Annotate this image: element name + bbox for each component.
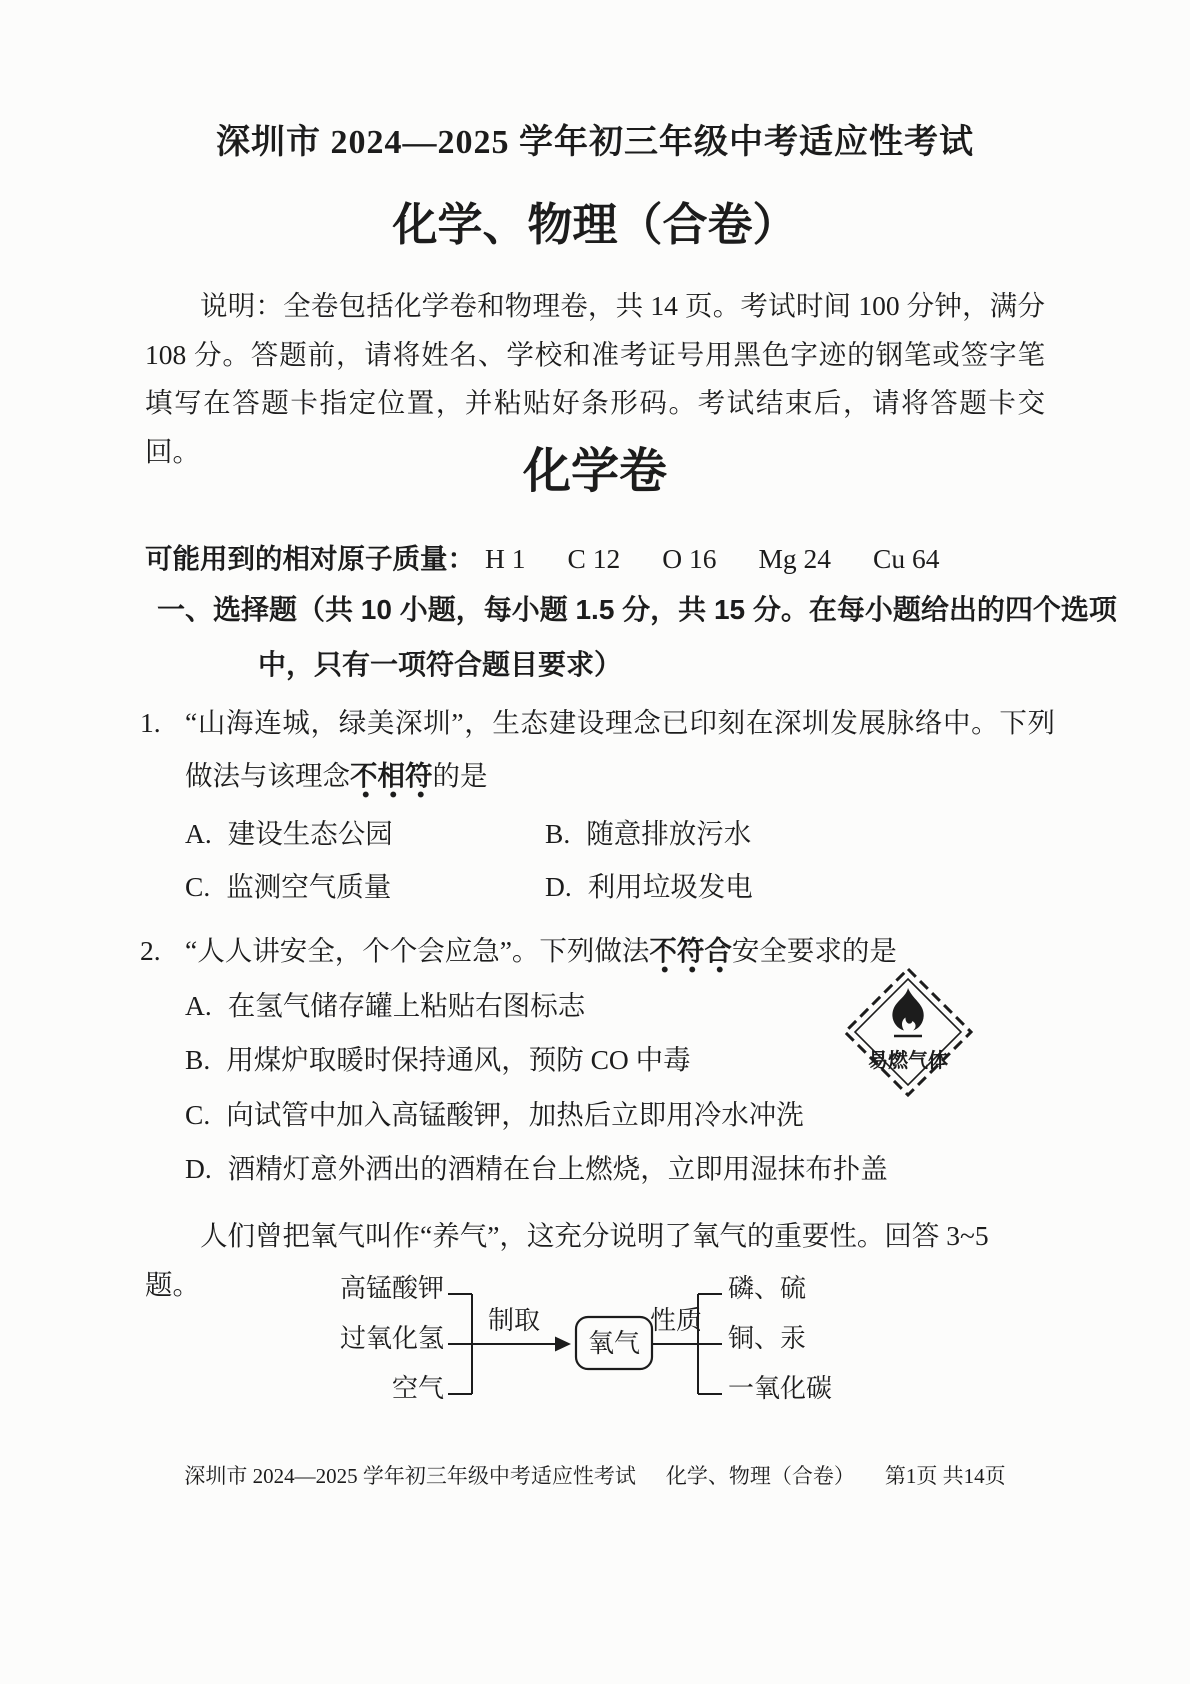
- question-1-options: [140, 808, 1055, 913]
- option-letter: A.: [185, 989, 212, 1021]
- atomic-mass-item: O 16: [662, 543, 717, 574]
- option-text: 随意排放污水: [586, 818, 752, 849]
- option-letter: D.: [545, 870, 572, 902]
- diagram-target-copper-mercury: 铜、汞: [728, 1324, 807, 1353]
- question-1-stem-text: “山海连城，绿美深圳”，生态建设理念已印刻在深圳发展脉络中。下列做法与该理念: [185, 707, 1055, 791]
- diagram-property-label: 性质: [649, 1306, 703, 1335]
- option-letter: A.: [185, 818, 212, 849]
- hazard-diamond-outer-border: [845, 969, 971, 1095]
- diagram-source-potassium-permanganate: 高锰酸钾: [339, 1274, 444, 1303]
- option-text: 监测空气质量: [226, 870, 392, 902]
- option-text: 在氢气储存罐上粘贴右图标志: [227, 989, 586, 1021]
- exam-subtitle: 化学、物理（合卷）: [392, 200, 798, 250]
- exam-notice-paragraph: 说明：全卷包括化学卷和物理卷，共 14 页。考试时间 100 分钟，满分 108 分。答题前，请将姓名、学校和准考证号用黑色字迹的钢笔或签字笔填写在答题卡指定位置，并粘贴好条形码。考试结束后，请将答题卡交回。: [145, 290, 1045, 467]
- oxygen-intro-paragraph: 人们曾把氧气叫作“养气”，这充分说明了氧气的重要性。回答 3~5 题。: [145, 1220, 989, 1300]
- question-2-option-d: [140, 1142, 1055, 1197]
- diagram-oxygen-label: 氧气: [587, 1329, 641, 1358]
- question-1-option-c: [185, 861, 545, 914]
- footer-exam-name: 深圳市 2024—2025 学年初三年级中考适应性考试: [184, 1464, 636, 1488]
- diagram-arrow-head: [555, 1337, 571, 1352]
- question-2-emphasized-word: 不符合: [649, 935, 732, 973]
- option-letter: B.: [545, 818, 571, 849]
- diagram-source-air: 空气: [391, 1374, 444, 1403]
- diagram-target-phosphorus-sulfur: 磷、硫: [728, 1274, 807, 1303]
- question-1-option-a: [185, 808, 545, 861]
- option-letter: C.: [185, 1098, 211, 1130]
- atomic-mass-item: C 12: [567, 543, 621, 574]
- hazard-sign-label: 易燃气体: [868, 1050, 948, 1072]
- option-letter: D.: [185, 1153, 212, 1184]
- footer-paper-name: 化学、物理（合卷）: [665, 1464, 855, 1488]
- option-text: 利用垃圾发电: [587, 870, 753, 902]
- atomic-mass-item: H 1: [485, 543, 526, 574]
- question-1-stem: [140, 696, 1055, 802]
- question-1-option-d: [545, 861, 1055, 914]
- flammable-gas-hazard-sign: [842, 966, 974, 1098]
- diagram-produce-label: 制取: [487, 1306, 541, 1335]
- flame-icon: [892, 988, 923, 1031]
- question-1-option-b: [545, 808, 1055, 861]
- question-1-stem-tail: 的是: [432, 760, 488, 791]
- option-text: 向试管中加入高锰酸钾，加热后立即用冷水冲洗: [226, 1098, 804, 1130]
- option-text: 用煤炉取暖时保持通风，预防 CO 中毒: [226, 1044, 691, 1075]
- atomic-mass-item: Mg 24: [758, 543, 832, 574]
- section-one-heading: 一、选择题（共 10 小题，每小题 1.5 分，共 15 分。在每小题给出的四个选项: [157, 594, 1117, 625]
- diagram-target-carbon-monoxide: 一氧化碳: [728, 1374, 833, 1403]
- oxygen-flow-diagram: [338, 1262, 838, 1412]
- option-letter: B.: [185, 1044, 211, 1075]
- chemistry-section-title: 化学卷: [522, 445, 667, 498]
- question-2-number: 2.: [140, 935, 161, 966]
- atomic-mass-label: 可能用到的相对原子质量：: [145, 543, 475, 574]
- footer-page-number: 第1页 共14页: [884, 1464, 1006, 1488]
- question-2-stem-text: “人人讲安全，个个会应急”。下列做法: [185, 935, 650, 966]
- question-1-number: 1.: [140, 707, 161, 738]
- atomic-mass-line: [145, 536, 982, 576]
- diagram-source-hydrogen-peroxide: 过氧化氢: [339, 1324, 444, 1353]
- page-footer: [0, 1460, 1190, 1490]
- option-text: 建设生态公园: [227, 818, 393, 849]
- atomic-mass-item: Cu 64: [873, 543, 940, 574]
- diagram-left-bracket: [448, 1294, 472, 1394]
- option-letter: C.: [185, 870, 211, 902]
- question-2-stem-tail: 安全要求的是: [731, 935, 897, 966]
- question-1-emphasized-word: 不相符: [350, 760, 433, 798]
- exam-title: 深圳市 2024—2025 学年初三年级中考适应性考试: [216, 124, 974, 161]
- section-one-heading-continued: 中，只有一项符合题目要求）: [258, 649, 623, 680]
- option-text: 酒精灯意外洒出的酒精在台上燃烧，立即用湿抹布扑盖: [227, 1153, 888, 1184]
- question-1: [140, 696, 1055, 913]
